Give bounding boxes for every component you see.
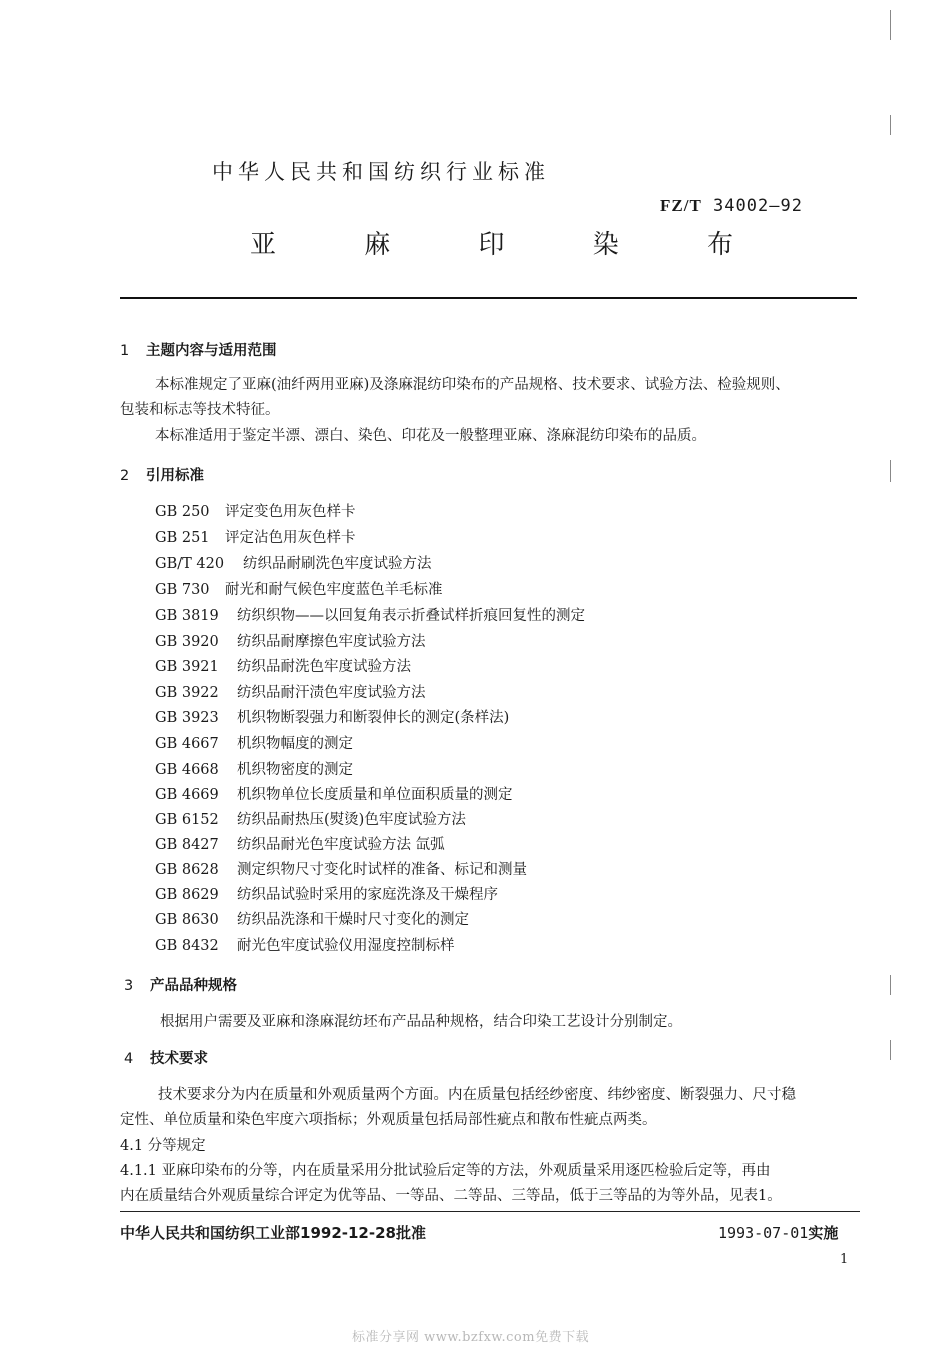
effective-date: 1993-07-01 [718,1224,809,1242]
section-number: 3 [124,978,134,994]
reference-code: GB/T 420 [155,556,225,572]
standard-code [660,196,803,216]
reference-title: 纺织品耐洗色牢度试验方法 [237,659,411,675]
reference-title: 评定沾色用灰色样卡 [225,530,356,546]
reference-code: GB 4668 [155,762,219,778]
scan-artifact-5 [890,1040,891,1060]
subsection-4-1-1-line-2: 内在质量结合外观质量综合评定为优等品、一等品、二等品、三等品，低于三等品的为等外品，见表1。 [120,1188,782,1204]
document-title: 亚 麻 印 染 布 [250,230,774,260]
scan-artifact-4 [890,975,891,995]
reference-code: GB 8628 [155,862,219,878]
reference-item [155,630,426,651]
header-rule [120,297,857,299]
section-4-heading [124,1047,208,1068]
scan-artifact-3 [890,460,891,482]
reference-code: GB 6152 [155,812,219,828]
reference-title: 纺织品耐刷洗色牢度试验方法 [243,556,432,572]
effective-line [718,1222,838,1243]
reference-code: GB 3923 [155,710,219,726]
reference-code: GB 4667 [155,736,219,752]
reference-code: GB 3920 [155,634,219,650]
reference-code: GB 730 [155,582,210,598]
reference-title: 耐光色牢度试验仪用湿度控制标样 [237,938,455,954]
reference-title: 纺织品试验时采用的家庭洗涤及干燥程序 [237,887,498,903]
approval-suffix: 批准 [395,1224,426,1242]
reference-item [155,783,513,804]
standard-prefix: FZ/T [660,196,702,215]
effective-suffix: 实施 [808,1224,839,1242]
reference-item [155,732,353,753]
footer-rule [120,1211,860,1212]
reference-code: GB 8630 [155,912,219,928]
section-number: 2 [120,468,130,484]
reference-title: 纺织品耐摩擦色牢度试验方法 [237,634,426,650]
section-3-heading [124,974,237,995]
approval-organization: 中华人民共和国纺织工业部 [120,1224,301,1242]
section-3-paragraph: 根据用户需要及亚麻和涤麻混纺坯布产品品种规格，结合印染工艺设计分别制定。 [160,1014,682,1030]
reference-code: GB 4669 [155,787,219,803]
reference-item [155,833,445,854]
reference-title: 机织物断裂强力和断裂伸长的测定(条样法) [237,710,510,726]
reference-item [155,808,466,829]
section-2-heading [120,464,204,485]
reference-title: 评定变色用灰色样卡 [225,504,356,520]
approval-date: 1992-12-28 [300,1224,396,1242]
scan-artifact-2 [890,115,891,135]
reference-code: GB 8629 [155,887,219,903]
reference-title: 机织物幅度的测定 [237,736,353,752]
reference-title: 机织物单位长度质量和单位面积质量的测定 [237,787,513,803]
reference-item [155,655,411,676]
reference-code: GB 3922 [155,685,219,701]
subsection-4-1-heading: 4.1 分等规定 [120,1138,206,1154]
reference-title: 纺织品耐汗渍色牢度试验方法 [237,685,426,701]
section-1-paragraph-2: 本标准适用于鉴定半漂、漂白、染色、印花及一般整理亚麻、涤麻混纺印染布的品质。 [155,428,706,444]
reference-title: 耐光和耐气候色牢度蓝色羊毛标准 [225,582,443,598]
reference-title: 纺织品耐光色牢度试验方法 氙弧 [237,837,445,853]
reference-code: GB 3921 [155,659,219,675]
section-1-paragraph-1-line-1: 本标准规定了亚麻(油纤两用亚麻)及涤麻混纺印染布的产品规格、技术要求、试验方法、检验规则、 [155,377,790,393]
reference-item [155,681,426,702]
reference-code: GB 250 [155,504,210,520]
reference-title: 测定织物尺寸变化时试样的准备、标记和测量 [237,862,527,878]
reference-code: GB 251 [155,530,210,546]
reference-code: GB 8432 [155,938,219,954]
section-number: 4 [124,1051,134,1067]
reference-item [155,706,509,727]
section-number: 1 [120,343,130,359]
reference-title: 机织物密度的测定 [237,762,353,778]
standard-number: 34002—92 [713,196,803,216]
subsection-4-1-1-line-1: 4.1.1 亚麻印染布的分等，内在质量采用分批试验后定等的方法，外观质量采用逐匹检验后定等，再由 [120,1163,771,1179]
section-4-paragraph-line-1: 技术要求分为内在质量和外观质量两个方面。内在质量包括经纱密度、纬纱密度、断裂强力、尺寸稳 [158,1087,796,1103]
watermark-text: 标准分享网 www.bzfxw.com免费下载 [352,1330,590,1345]
page-number: 1 [840,1252,849,1267]
section-1-paragraph-1-line-2: 包装和标志等技术特征。 [120,402,280,418]
reference-item [155,908,469,929]
reference-title: 纺织品洗涤和干燥时尺寸变化的测定 [237,912,469,928]
reference-item [155,858,527,879]
section-4-paragraph-line-2: 定性、单位质量和染色牢度六项指标；外观质量包括局部性疵点和散布性疵点两类。 [120,1112,657,1128]
reference-item [155,526,356,547]
section-title: 主题内容与适用范围 [146,343,277,359]
reference-item [155,883,498,904]
approval-line [120,1222,426,1243]
section-title: 技术要求 [150,1051,208,1067]
issuing-organization: 中华人民共和国纺织行业标准 [212,160,550,184]
scan-artifact-1 [890,10,891,40]
reference-item [155,578,443,599]
reference-title: 纺织品耐热压(熨烫)色牢度试验方法 [237,812,466,828]
reference-item [155,934,455,955]
reference-item [155,758,353,779]
reference-title: 纺织织物——以回复角表示折叠试样折痕回复性的测定 [237,608,585,624]
section-1-heading [120,339,277,360]
reference-code: GB 3819 [155,608,219,624]
reference-item [155,500,356,521]
section-title: 产品品种规格 [150,978,237,994]
reference-item [155,604,585,625]
reference-code: GB 8427 [155,837,219,853]
reference-item [155,552,432,573]
section-title: 引用标准 [146,468,204,484]
